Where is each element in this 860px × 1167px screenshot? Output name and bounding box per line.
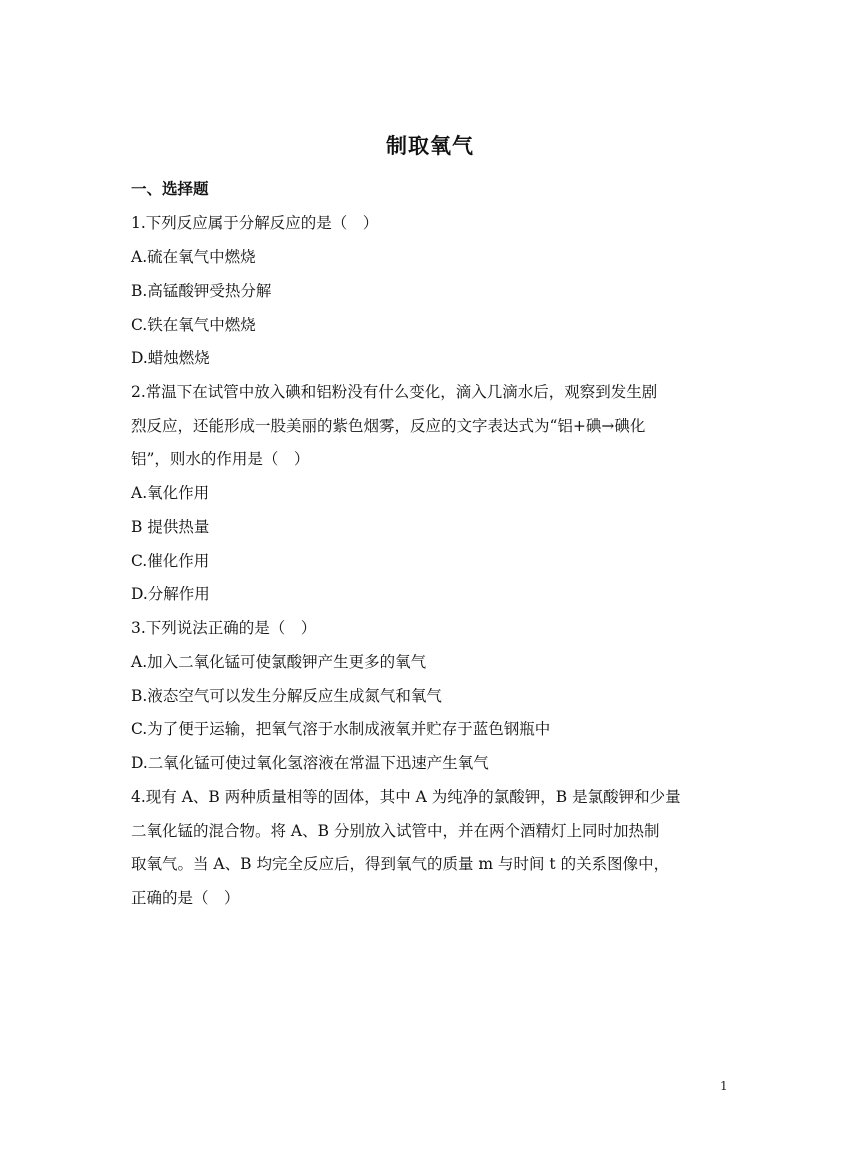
question-4-stem-line-2: 二氧化锰的混合物。将 A、B 分别放入试管中，并在两个酒精灯上同时加热制 — [131, 822, 660, 840]
question-2-option-a: A.氧化作用 — [131, 484, 210, 502]
question-1-option-c: C.铁在氧气中燃烧 — [131, 316, 256, 334]
question-2-stem-line-2: 烈反应，还能形成一股美丽的紫色烟雾，反应的文字表达式为“铝+碘→碘化 — [131, 417, 646, 435]
question-3-option-d: D.二氧化锰可使过氧化氢溶液在常温下迅速产生氧气 — [131, 754, 489, 772]
question-3-option-c: C.为了便于运输，把氧气溶于水制成液氧并贮存于蓝色钢瓶中 — [131, 720, 551, 738]
question-2-option-d: D.分解作用 — [131, 585, 210, 603]
question-1-option-d: D.蜡烛燃烧 — [131, 349, 210, 367]
page-title: 制取氧气 — [386, 134, 474, 158]
question-2-option-b: B 提供热量 — [131, 518, 210, 536]
question-4-stem-line-3: 取氧气。当 A、B 均完全反应后，得到氧气的质量 m 与时间 t 的关系图像中， — [131, 855, 670, 873]
question-3-option-a: A.加入二氧化锰可使氯酸钾产生更多的氧气 — [131, 653, 427, 671]
question-2-option-c: C.催化作用 — [131, 552, 210, 570]
question-3-option-b: B.液态空气可以发生分解反应生成氮气和氧气 — [131, 687, 442, 705]
question-4-stem-line-1: 4.现有 A、B 两种质量相等的固体，其中 A 为纯净的氯酸钾，B 是氯酸钾和少量 — [131, 788, 681, 806]
question-1-stem: 1.下列反应属于分解反应的是（ ） — [131, 214, 379, 232]
question-3-stem: 3.下列说法正确的是（ ） — [131, 619, 317, 637]
question-2-stem-line-3: 铝”，则水的作用是（ ） — [131, 450, 310, 468]
question-1-option-a: A.硫在氧气中燃烧 — [131, 248, 256, 266]
section-heading: 一、选择题 — [131, 180, 209, 198]
question-4-stem-line-4: 正确的是（ ） — [131, 889, 240, 907]
page-number: 1 — [720, 1079, 728, 1093]
question-2-stem-line-1: 2.常温下在试管中放入碘和铝粉没有什么变化，滴入几滴水后，观察到发生剧 — [131, 383, 658, 401]
question-1-option-b: B.高锰酸钾受热分解 — [131, 282, 272, 300]
